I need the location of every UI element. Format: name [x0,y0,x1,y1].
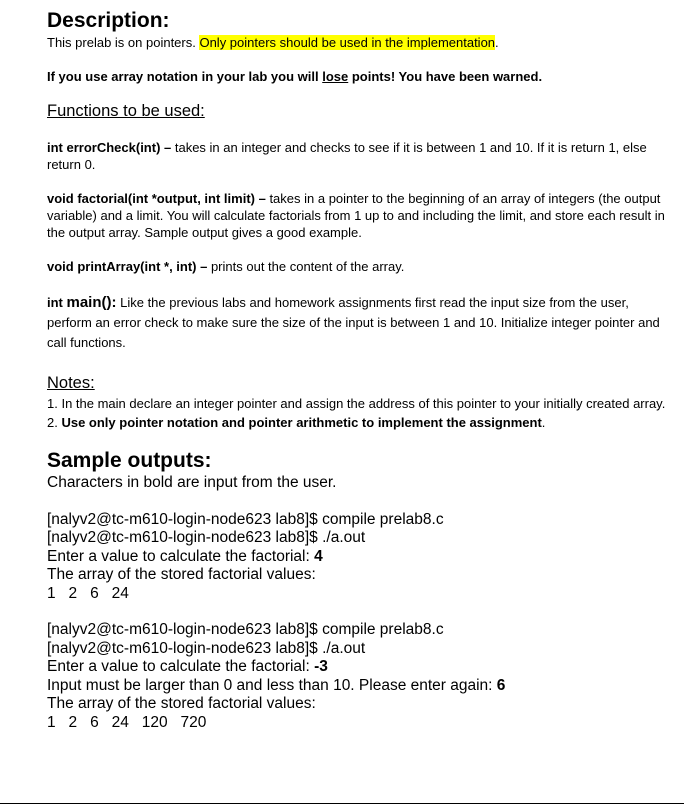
bottom-divider [0,803,684,804]
function-errorcheck [47,139,677,173]
warning-text [47,68,677,85]
prompt-text: Input must be larger than 0 and less than 10. Please enter again: [47,676,497,694]
note-2-bold: Use only pointer notation and pointer arithmetic to implement the assignment [61,415,542,430]
console-line: [nalyv2@tc-m610-login-node623 lab8]$ ./a.out [47,639,366,657]
console-line: [nalyv2@tc-m610-login-node623 lab8]$ ./a.out [47,529,366,546]
description-intro [47,34,677,51]
user-input: 4 [314,547,323,565]
sample-intro: Characters in bold are input from the user. [47,474,337,491]
console-line [47,548,677,567]
warning-underlined: lose [322,69,349,84]
console-line: The array of the stored factorial values: [47,566,316,583]
intro-text: This prelab is on pointers. [47,35,200,50]
prompt-text: Enter a value to calculate the factorial: [47,658,315,675]
function-factorial [47,190,677,241]
sample-outputs-heading: Sample outputs: [47,449,212,472]
console-line [47,677,677,696]
function-signature-name: main(): [66,294,117,311]
warning-pre: If you use array notation in your lab you will [47,69,323,84]
function-signature-type: int [47,295,67,310]
notes-heading: Notes: [47,374,95,392]
note-2 [47,413,677,432]
function-description: takes in an integer and checks to see if it is between 1 and 10. If it is return 1, else return 0. [47,140,647,172]
function-printarray [47,258,677,275]
note-1: 1. In the main declare an integer pointer and assign the address of this pointer to your initially created array. [47,396,666,411]
console-line: 1 2 6 24 120 720 [47,713,207,731]
note-2-number: 2. [47,415,62,430]
note-2-end: . [541,415,546,430]
console-line: 1 2 6 24 [47,584,129,602]
user-input: 6 [496,676,506,694]
function-signature: int errorCheck(int) – [47,140,172,155]
prompt-text: Enter a value to calculate the factorial: [47,547,315,565]
console-line: The array of the stored factorial values: [47,695,316,712]
function-main [47,293,677,353]
user-input: -3 [314,658,328,675]
console-line: [nalyv2@tc-m610-login-node623 lab8]$ compile prelab8.c [47,621,444,638]
function-description: Like the previous labs and homework assignments first read the input size from the user, perform an error check to make sure the size of the input is between 1 and 10. Initialize integer pointer and call functions. [47,295,660,350]
highlighted-requirement: Only pointers should be used in the implementation [199,35,496,50]
warning-post: points! You have been warned. [348,69,543,84]
functions-heading: Functions to be used: [47,102,205,120]
console-line: [nalyv2@tc-m610-login-node623 lab8]$ compile prelab8.c [47,510,444,528]
description-heading: Description: [47,9,170,32]
intro-end: . [495,35,499,50]
document-page [47,8,677,732]
sample-run-2 [47,621,677,732]
function-signature: void printArray(int *, int) – [47,259,208,274]
function-signature: void factorial(int *output, int limit) – [47,191,266,206]
function-description: takes in a pointer to the beginning of an array of integers (the output variable) and a limit. You will calculate factorials from 1 up to and including the limit, and store each result in the output array. Sample output gives a good example. [47,191,665,240]
sample-run-1 [47,511,677,604]
function-description: prints out the content of the array. [207,259,405,274]
console-line [47,658,677,677]
